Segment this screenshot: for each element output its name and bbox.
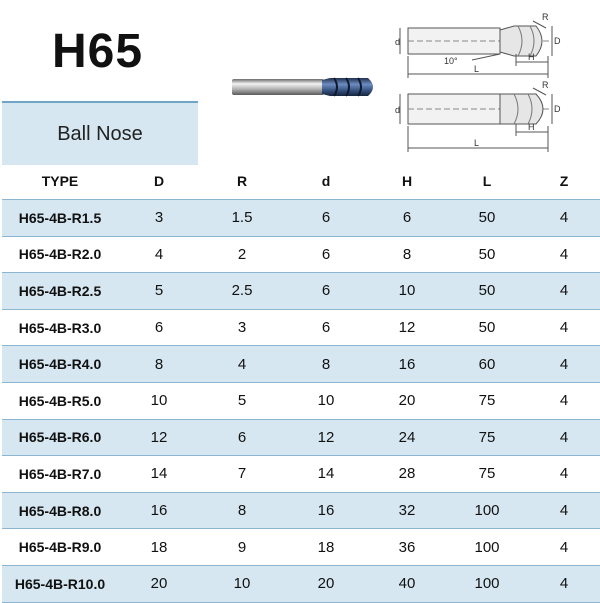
cell-type: H65-4B-R8.0 (2, 492, 118, 529)
cell-d: 6 (284, 273, 368, 310)
cell-L: 75 (446, 456, 528, 493)
col-header-R: R (236, 173, 248, 189)
cell-H: 6 (368, 200, 446, 237)
cell-H: 8 (368, 236, 446, 273)
cell-D: 10 (118, 382, 200, 419)
cell-d: 8 (284, 346, 368, 383)
cell-L: 100 (446, 565, 528, 602)
cell-H: 36 (368, 529, 446, 566)
table-row (2, 382, 600, 419)
cell-H: 10 (368, 273, 446, 310)
col-header-type: TYPE (41, 173, 79, 189)
cell-Z: 4 (528, 236, 600, 273)
dim-l-label-2: L (474, 138, 480, 148)
cell-type: H65-4B-R7.0 (2, 456, 118, 493)
table-row (2, 419, 600, 456)
cell-type: H65-4B-R4.0 (2, 346, 118, 383)
cell-d: 16 (284, 492, 368, 529)
cell-D: 14 (118, 456, 200, 493)
cell-H: 40 (368, 565, 446, 602)
category-label: Ball Nose (57, 122, 143, 145)
cell-D: 16 (118, 492, 200, 529)
table-row (2, 529, 600, 566)
page-title: H65 (52, 25, 144, 78)
cell-Z: 4 (528, 346, 600, 383)
cell-R: 4 (200, 346, 284, 383)
cell-R: 10 (200, 565, 284, 602)
dim-D-label: D (554, 36, 561, 46)
cell-R: 8 (200, 492, 284, 529)
cell-type: H65-4B-R5.0 (2, 382, 118, 419)
cell-D: 3 (118, 200, 200, 237)
dim-r-label: R (542, 12, 549, 22)
cell-Z: 4 (528, 529, 600, 566)
dim-h-label-2: H (528, 122, 535, 132)
table-row (2, 236, 600, 273)
cell-D: 5 (118, 273, 200, 310)
cell-H: 24 (368, 419, 446, 456)
cell-Z: 4 (528, 309, 600, 346)
col-header-H: H (401, 173, 413, 189)
cell-L: 50 (446, 273, 528, 310)
cell-D: 6 (118, 309, 200, 346)
cell-Z: 4 (528, 492, 600, 529)
cell-Z: 4 (528, 456, 600, 493)
dim-D-label-2: D (554, 104, 561, 114)
dim-r-label-2: R (542, 80, 549, 90)
col-header-D: D (153, 173, 165, 189)
cell-D: 12 (118, 419, 200, 456)
col-header-Z: Z (559, 173, 569, 189)
end-mill-photo-icon (228, 70, 378, 106)
cell-type: H65-4B-R1.5 (2, 200, 118, 237)
cell-d: 12 (284, 419, 368, 456)
cell-d: 6 (284, 236, 368, 273)
cell-d: 10 (284, 382, 368, 419)
table-row (2, 273, 600, 310)
cell-L: 60 (446, 346, 528, 383)
cell-type: H65-4B-R2.0 (2, 236, 118, 273)
cell-D: 4 (118, 236, 200, 273)
cell-Z: 4 (528, 419, 600, 456)
cell-Z: 4 (528, 382, 600, 419)
cell-H: 32 (368, 492, 446, 529)
table-row (2, 346, 600, 383)
category-label-box (2, 101, 198, 165)
cell-type: H65-4B-R2.5 (2, 273, 118, 310)
cell-H: 12 (368, 309, 446, 346)
dim-d-label-2: d (395, 105, 401, 115)
cell-D: 20 (118, 565, 200, 602)
cell-L: 75 (446, 419, 528, 456)
cell-L: 50 (446, 200, 528, 237)
dim-d-label: d (395, 37, 401, 47)
cell-D: 18 (118, 529, 200, 566)
cell-d: 14 (284, 456, 368, 493)
technical-drawing-straight (386, 80, 566, 156)
cell-type: H65-4B-R6.0 (2, 419, 118, 456)
cell-L: 100 (446, 492, 528, 529)
cell-d: 18 (284, 529, 368, 566)
cell-L: 75 (446, 382, 528, 419)
cell-Z: 4 (528, 273, 600, 310)
cell-L: 100 (446, 529, 528, 566)
cell-d: 20 (284, 565, 368, 602)
table-row (2, 565, 600, 602)
cell-L: 50 (446, 236, 528, 273)
table-row (2, 200, 600, 237)
table-header-row (2, 163, 600, 200)
technical-drawing-tapered (386, 8, 566, 82)
cell-R: 3 (200, 309, 284, 346)
spec-table (2, 163, 600, 603)
cell-D: 8 (118, 346, 200, 383)
cell-type: H65-4B-R3.0 (2, 309, 118, 346)
table-row (2, 309, 600, 346)
cell-H: 28 (368, 456, 446, 493)
col-header-d: d (321, 173, 331, 189)
dim-l-label: L (474, 64, 480, 74)
cell-R: 5 (200, 382, 284, 419)
cell-R: 9 (200, 529, 284, 566)
cell-type: H65-4B-R10.0 (2, 565, 118, 602)
cell-H: 16 (368, 346, 446, 383)
cell-d: 6 (284, 309, 368, 346)
cell-R: 2 (200, 236, 284, 273)
dim-h-label: H (528, 52, 535, 62)
cell-R: 2.5 (200, 273, 284, 310)
table-row (2, 492, 600, 529)
dim-angle-label: 10° (444, 56, 458, 66)
cell-Z: 4 (528, 565, 600, 602)
cell-d: 6 (284, 200, 368, 237)
cell-R: 6 (200, 419, 284, 456)
cell-Z: 4 (528, 200, 600, 237)
cell-L: 50 (446, 309, 528, 346)
table-row (2, 456, 600, 493)
cell-R: 1.5 (200, 200, 284, 237)
col-header-L: L (482, 173, 492, 189)
cell-H: 20 (368, 382, 446, 419)
cell-type: H65-4B-R9.0 (2, 529, 118, 566)
cell-R: 7 (200, 456, 284, 493)
